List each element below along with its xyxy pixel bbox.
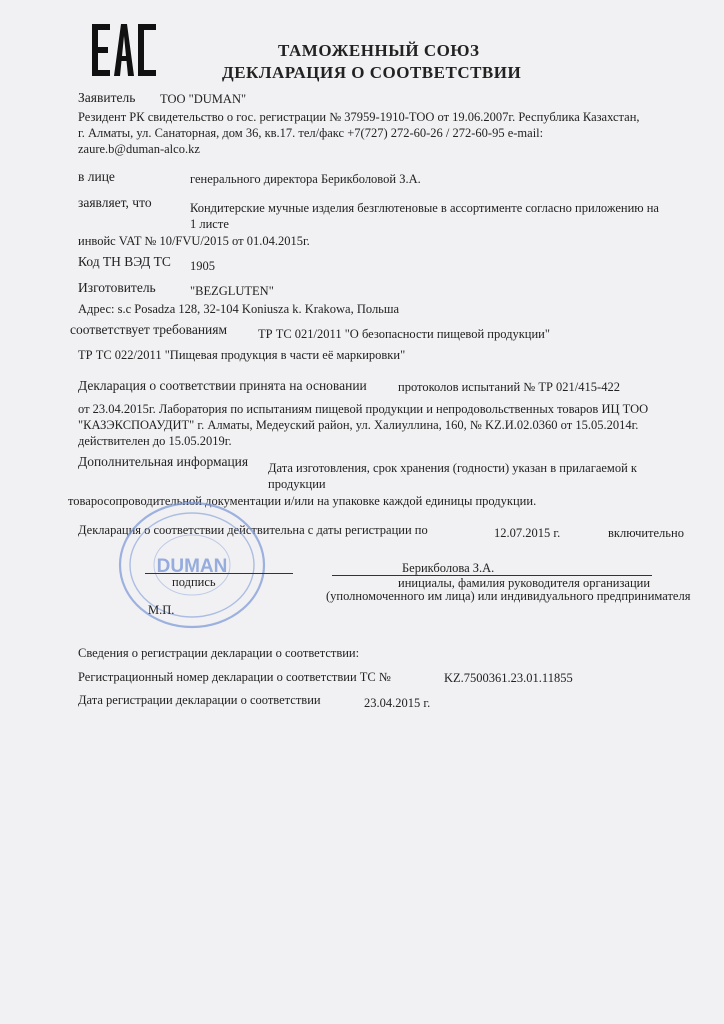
basis-line-3: действителен до 15.05.2019г.	[78, 434, 232, 448]
mp-label: М.П.	[148, 603, 175, 617]
registration-number: KZ.7500361.23.01.11855	[444, 671, 573, 685]
basis-label: Декларация о соответствии принята на основании	[78, 378, 367, 393]
header-title: ТАМОЖЕННЫЙ СОЮЗ	[278, 41, 480, 60]
applicant-line-3: zaure.b@duman-alco.kz	[78, 142, 200, 156]
registration-date: 23.04.2015 г.	[364, 696, 431, 710]
additional-value-1: Дата изготовления, срок хранения (годности) указан в прилагаемой к	[268, 461, 637, 475]
applicant-line-1: Резидент РК свидетельство о гос. регистрации № 37959-1910-ТОО от 19.06.2007г. Республика Казахстан,	[78, 110, 640, 124]
declares-label: заявляет, что	[78, 195, 152, 210]
compliance-value-1: ТР ТС 021/2011 "О безопасности пищевой продукции"	[258, 327, 550, 341]
declares-value-1: Кондитерские мучные изделия безглютеновые в ассортименте согласно приложению на	[190, 201, 659, 215]
declares-value-2: 1 листе	[190, 217, 229, 231]
signer-name: Берикболова З.А.	[402, 561, 495, 575]
registration-date-label: Дата регистрации декларации о соответствии	[78, 693, 321, 707]
compliance-value-2: ТР ТС 022/2011 "Пищевая продукция в части её маркировки"	[78, 348, 406, 362]
basis-line-1: от 23.04.2015г. Лаборатория по испытаниям пищевой продукции и непродовольственных товаров ИЦ ТОО	[78, 402, 649, 416]
code-value: 1905	[190, 259, 215, 273]
additional-value-2: продукции	[268, 477, 326, 491]
header-subtitle: ДЕКЛАРАЦИЯ О СООТВЕТСТВИИ	[222, 63, 522, 82]
signer-caption-1: инициалы, фамилия руководителя организации	[398, 576, 651, 590]
person-value: генерального директора Берикболовой З.А.	[190, 172, 421, 186]
signature-label: подпись	[172, 575, 216, 589]
manufacturer-address: Адрес: s.c Posadza 128, 32-104 Koniusza k. Krakowa, Польша	[78, 302, 400, 316]
registration-number-label: Регистрационный номер декларации о соответствии ТС №	[78, 670, 391, 684]
validity-label: Декларация о соответствии действительна с даты регистрации по	[78, 523, 428, 537]
additional-line: товаросопроводительной документации и/или на упаковке каждой единицы продукции.	[68, 494, 537, 508]
invoice-line: инвойс VAT № 10/FVU/2015 от 01.04.2015г.	[78, 234, 310, 248]
signature-line	[145, 573, 293, 574]
eac-logo	[90, 22, 160, 78]
code-label: Код ТН ВЭД ТС	[78, 254, 171, 269]
signer-caption-2: (уполномоченного им лица) или индивидуального предпринимателя	[326, 589, 691, 603]
manufacturer-name: "BEZGLUTEN"	[190, 284, 274, 298]
applicant-name: ТОО "DUMAN"	[160, 92, 247, 106]
person-label: в лице	[78, 169, 115, 184]
validity-suffix: включительно	[608, 526, 684, 540]
basis-value: протоколов испытаний № ТР 021/415-422	[398, 380, 620, 394]
basis-line-2: "КАЗЭКСПОАУДИТ" г. Алматы, Медеуский район, ул. Халиуллина, 160, № KZ.И.02.0360 от 15.05.2014г.	[78, 418, 639, 432]
applicant-line-2: г. Алматы, ул. Санаторная, дом 36, кв.17. тел/факс +7(727) 272-60-26 / 272-60-95 e-mail:	[78, 126, 544, 140]
stamp-center-text: DUMAN	[156, 556, 228, 577]
compliance-label: соответствует требованиям	[70, 322, 228, 337]
manufacturer-label: Изготовитель	[78, 280, 156, 295]
applicant-label: Заявитель	[78, 90, 136, 105]
additional-label: Дополнительная информация	[78, 454, 249, 469]
validity-date: 12.07.2015 г.	[494, 526, 561, 540]
registration-heading: Сведения о регистрации декларации о соответствии:	[78, 646, 360, 660]
company-stamp	[116, 500, 268, 630]
